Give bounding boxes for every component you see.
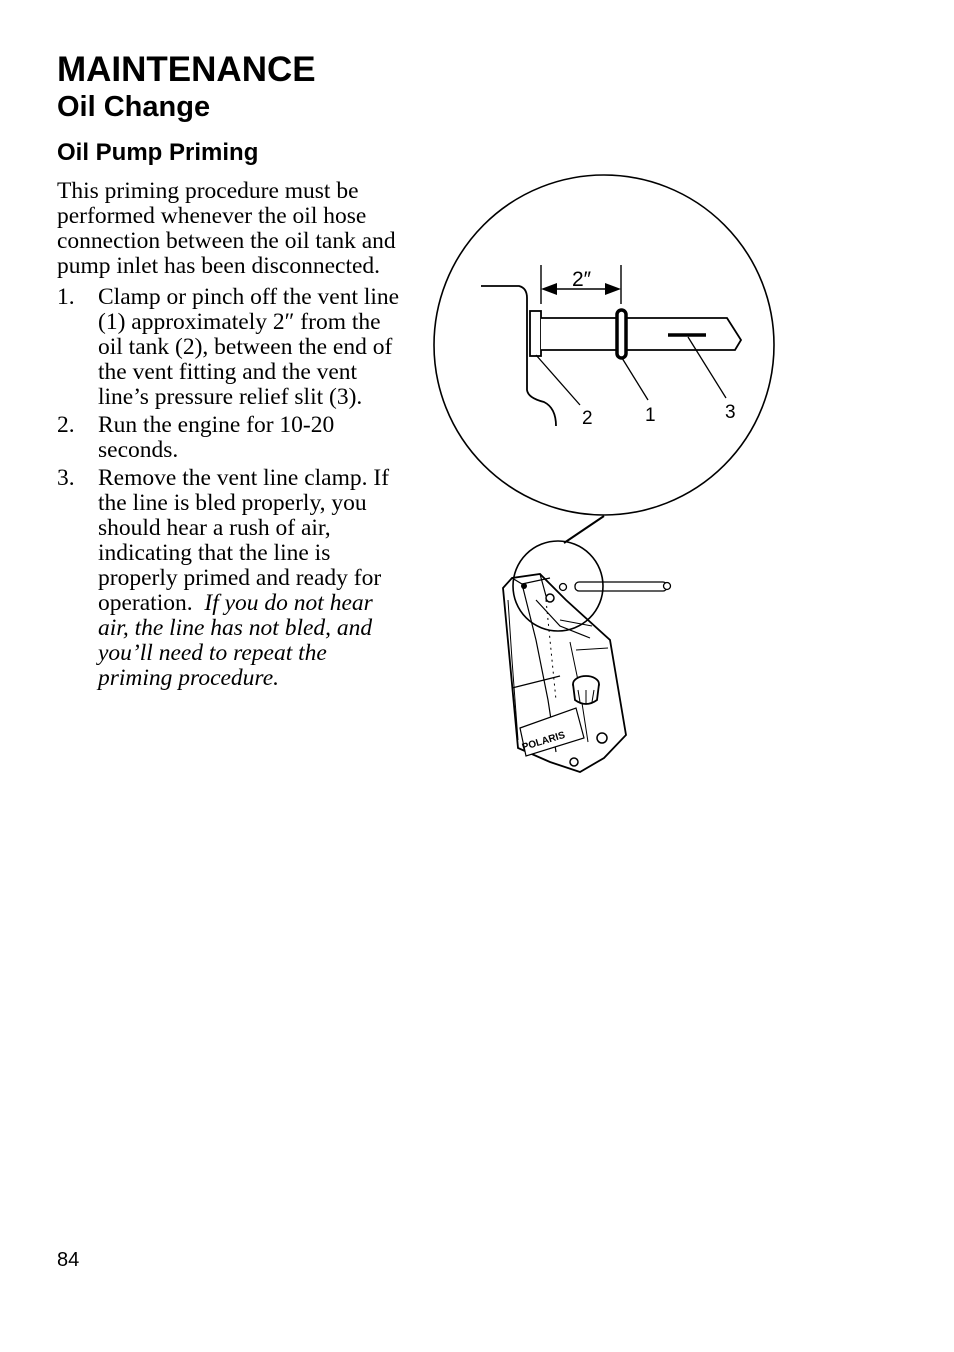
step-item: [57, 285, 407, 410]
vent-fitting: [530, 311, 541, 356]
small-vent-line: [560, 582, 671, 591]
step-text: Remove the vent line clamp. If the line is bled properly, you should hear a rush of air, indicating that the line is properly primed and ready for operation.: [98, 465, 390, 616]
brand-text: POLARIS: [520, 729, 567, 754]
vent-line: [541, 318, 741, 350]
oil-tank-vent-figure: [430, 170, 780, 780]
section-title: MAINTENANCE: [57, 50, 316, 89]
callout-3: 3: [725, 402, 736, 423]
dimension-label: 2″: [572, 268, 592, 291]
step-item: [57, 466, 407, 691]
step-note: If you do not hear air, the line has not bled, and you’ll need to repeat the priming procedure.: [98, 590, 373, 691]
oil-tank-illustration: [503, 574, 626, 772]
step-number: 2.: [57, 412, 75, 438]
subsection-title: Oil Change: [57, 91, 211, 123]
step-text: Clamp or pinch off the vent line (1) approximately 2″ from the oil tank (2), between the end of the vent fitting and the vent line’s pressure relief slit (3).: [98, 284, 400, 410]
step-content: [98, 466, 407, 691]
step-list: [57, 285, 407, 691]
step-text: Run the engine for 10-20 seconds.: [98, 412, 335, 463]
step-number: 3.: [57, 465, 75, 491]
intro-paragraph: This priming procedure must be performed whenever the oil hose connection between the oil tank and pump inlet has been disconnected.: [57, 178, 396, 279]
step-number: 1.: [57, 284, 75, 310]
callout-connector: [564, 516, 604, 543]
procedure-text: [57, 179, 407, 694]
procedure-heading: Oil Pump Priming: [57, 139, 259, 166]
callout-1: 1: [645, 405, 656, 426]
step-item: [57, 413, 407, 463]
page-number: 84: [57, 1249, 80, 1271]
callout-2: 2: [582, 408, 593, 429]
clamp-marker: [617, 310, 626, 358]
